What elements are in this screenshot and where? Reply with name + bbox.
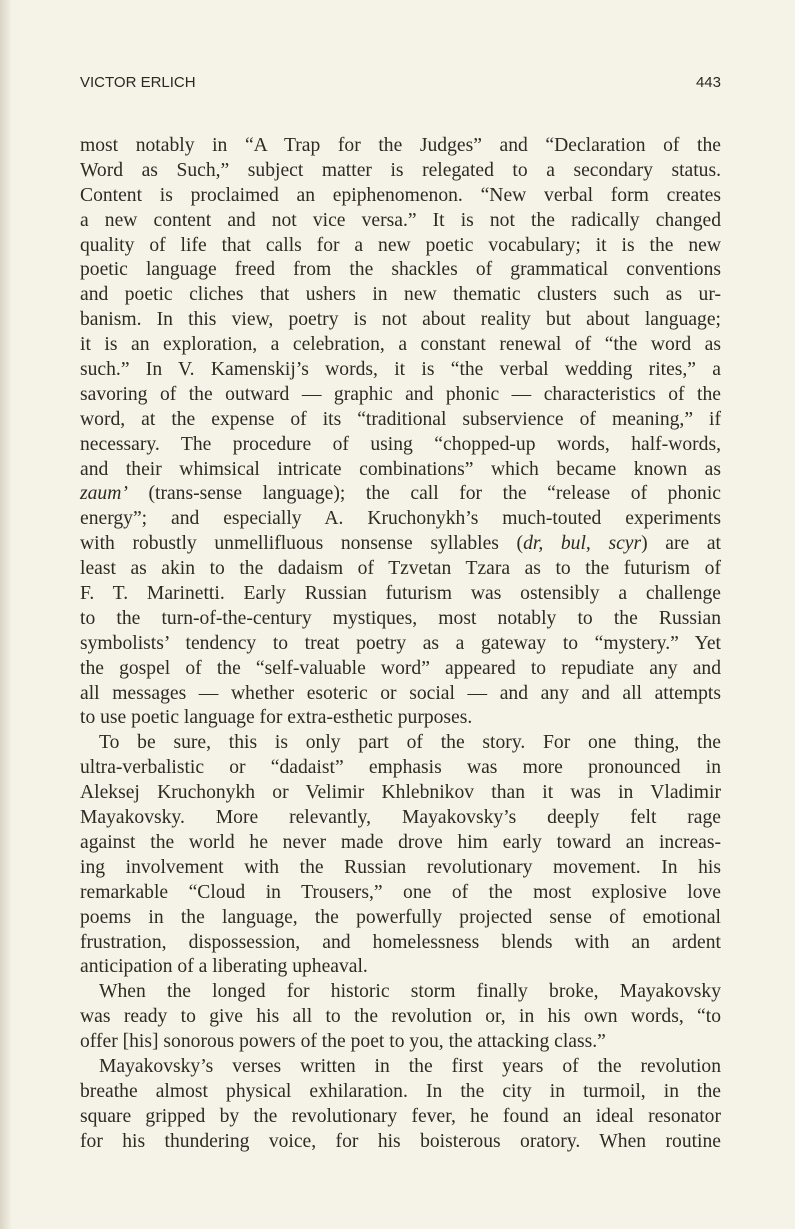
text-line: word, at the expense of its “traditional subservience of meaning,” if (80, 408, 721, 430)
text-line: and poetic cliches that ushers in new thematic clusters such as ur- (80, 284, 721, 306)
text-line (80, 482, 721, 507)
text-line: for his thundering voice, for his boisterous oratory. When routine (80, 1130, 721, 1152)
text-line: square gripped by the revolutionary fever, he found an ideal resonator (80, 1105, 721, 1127)
paragraph (80, 1055, 721, 1155)
text-line: offer [his] sonorous powers of the poet to you, the attacking class.” (80, 1031, 606, 1053)
text-segment: with robustly unmellifluous nonsense syllables ( (80, 533, 524, 555)
text-line: Mayakovsky’s verses written in the first years of the revolution (99, 1055, 721, 1077)
page-number: 443 (695, 74, 721, 91)
paragraph (80, 980, 721, 1055)
text-segment: ) are at (641, 533, 721, 555)
text-line: breathe almost physical exhilaration. In the city in turmoil, in the (80, 1080, 721, 1102)
text-segment: (trans-sense language); the call for the “release of phonic (127, 483, 721, 505)
text-line: ing involvement with the Russian revolutionary movement. In his (80, 856, 721, 878)
text-line: symbolists’ tendency to treat poetry as a gateway to “mystery.” Yet (80, 632, 721, 654)
text-line: F. T. Marinetti. Early Russian futurism was ostensibly a challenge (80, 583, 721, 605)
text-line: was ready to give his all to the revolution or, in his own words, “to (80, 1006, 721, 1028)
text-line: least as akin to the dadaism of Tzvetan Tzara as to the futurism of (80, 558, 721, 580)
text-line: Content is proclaimed an epiphenomenon. “New verbal form creates (80, 184, 721, 206)
text-line: to the turn-of-the-century mystiques, most notably to the Russian (80, 607, 721, 629)
text-line: When the longed for historic storm finally broke, Mayakovsky (99, 981, 721, 1003)
text-line: quality of life that calls for a new poetic vocabulary; it is the new (80, 234, 721, 256)
text-line: savoring of the outward — graphic and phonic — characteristics of the (80, 383, 721, 405)
running-header (80, 74, 721, 91)
text-line: poems in the language, the powerfully projected sense of emotional (80, 906, 721, 928)
text-line: the gospel of the “self-valuable word” appeared to repudiate any and (80, 657, 721, 679)
paragraph (80, 134, 721, 731)
text-line: anticipation of a liberating upheaval. (80, 956, 368, 978)
body-text (80, 134, 721, 1155)
text-line: a new content and not vice versa.” It is not the radically changed (80, 209, 721, 231)
text-line: Aleksej Kruchonykh or Velimir Khlebnikov than it was in Vladimir (80, 782, 721, 804)
text-line: necessary. The procedure of using “chopped-up words, half-words, (80, 433, 721, 455)
text-line: and their whimsical intricate combinations” which became known as (80, 458, 721, 480)
text-line: frustration, dispossession, and homelessness blends with an ardent (80, 931, 721, 953)
italic-text: zaum’ (80, 483, 128, 505)
italic-text: dr, bul, scyr (523, 533, 642, 555)
text-line: Word as Such,” subject matter is relegated to a secondary status. (80, 159, 721, 181)
text-line: To be sure, this is only part of the story. For one thing, the (99, 732, 721, 754)
text-line: to use poetic language for extra-esthetic purposes. (80, 707, 473, 729)
text-line: such.” In V. Kamenskij’s words, it is “the verbal wedding rites,” a (80, 359, 721, 381)
text-line: energy”; and especially A. Kruchonykh’s much-touted experiments (80, 508, 721, 530)
text-line: ultra-verbalistic or “dadaist” emphasis was more pronounced in (80, 757, 721, 779)
paragraph (80, 731, 721, 980)
text-line: banism. In this view, poetry is not about reality but about language; (80, 309, 721, 331)
running-head-author: VICTOR ERLICH (80, 74, 196, 91)
text-line: remarkable “Cloud in Trousers,” one of the most explosive love (80, 881, 721, 903)
text-line: all messages — whether esoteric or social — and any and all attempts (80, 682, 721, 704)
text-line (80, 532, 721, 557)
text-line: against the world he never made drove him early toward an increas- (80, 831, 721, 853)
text-line: it is an exploration, a celebration, a constant renewal of “the word as (80, 334, 721, 356)
text-line: poetic language freed from the shackles of grammatical conventions (80, 259, 721, 281)
text-line: Mayakovsky. More relevantly, Mayakovsky’s deeply felt rage (80, 807, 721, 829)
text-line: most notably in “A Trap for the Judges” and “Declaration of the (80, 135, 721, 156)
page-edge-shadow (0, 0, 12, 1229)
